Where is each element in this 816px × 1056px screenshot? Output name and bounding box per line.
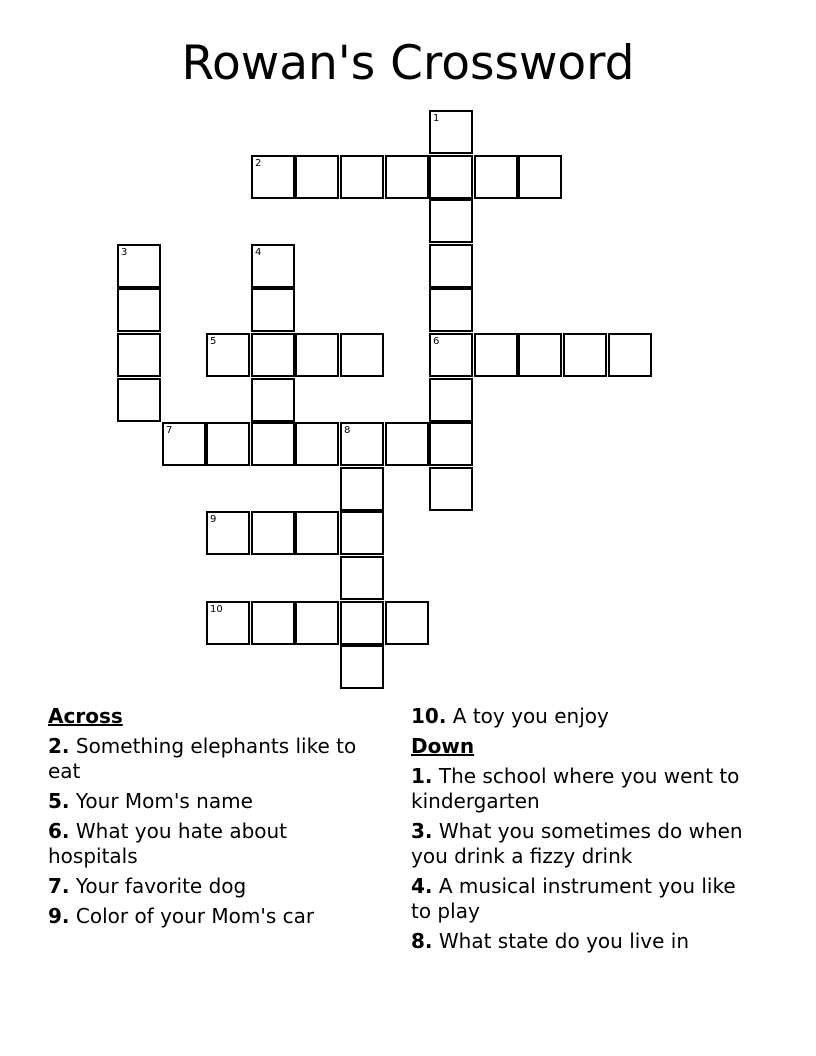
grid-cell[interactable] [429, 244, 473, 288]
grid-cell[interactable] [340, 601, 384, 645]
grid-cell[interactable] [340, 155, 384, 199]
grid-cell[interactable] [429, 199, 473, 243]
grid-cell[interactable] [162, 422, 206, 466]
clue-text: What you hate about hospitals [48, 819, 288, 868]
grid-cell[interactable] [474, 333, 518, 377]
grid-cell[interactable] [206, 422, 250, 466]
clue-number: 10. [411, 704, 447, 728]
across-clue [48, 819, 383, 869]
grid-cell[interactable] [518, 155, 562, 199]
grid-cell[interactable] [429, 467, 473, 511]
clue-number: 5. [48, 789, 70, 813]
grid-cell[interactable] [429, 422, 473, 466]
clue-text: Your favorite dog [75, 874, 247, 898]
grid-cell[interactable] [340, 422, 384, 466]
down-clue [411, 874, 751, 924]
grid-cell[interactable] [251, 155, 295, 199]
clues-column-left [48, 704, 383, 934]
cell-number: 10 [210, 604, 223, 615]
grid-cell[interactable] [608, 333, 652, 377]
clue-text: Color of your Mom's car [75, 904, 315, 928]
cell-number: 4 [255, 247, 262, 258]
grid-cell[interactable] [206, 333, 250, 377]
across-clue [48, 904, 383, 929]
grid-cell[interactable] [518, 333, 562, 377]
grid-cell[interactable] [206, 601, 250, 645]
grid-cell[interactable] [251, 511, 295, 555]
across-clue [48, 874, 383, 899]
cell-number: 2 [255, 158, 262, 169]
cell-number: 7 [166, 425, 173, 436]
across-clue [48, 734, 383, 784]
clue-number: 2. [48, 734, 70, 758]
grid-cell[interactable] [340, 645, 384, 689]
grid-cell[interactable] [429, 110, 473, 154]
grid-cell[interactable] [117, 378, 161, 422]
grid-cell[interactable] [429, 378, 473, 422]
grid-cell[interactable] [340, 467, 384, 511]
grid-cell[interactable] [251, 288, 295, 332]
clue-text: A toy you enjoy [452, 704, 609, 728]
grid-cell[interactable] [474, 155, 518, 199]
grid-cell[interactable] [295, 422, 339, 466]
down-heading: Down [411, 734, 475, 758]
clue-number: 6. [48, 819, 70, 843]
clue-number: 4. [411, 874, 433, 898]
across-heading: Across [48, 704, 123, 728]
grid-cell[interactable] [385, 422, 429, 466]
grid-cell[interactable] [295, 511, 339, 555]
grid-cell[interactable] [385, 155, 429, 199]
down-clue [411, 929, 751, 954]
clue-text: Something elephants like to eat [48, 734, 357, 783]
across-clue [411, 704, 751, 729]
grid-cell[interactable] [340, 511, 384, 555]
grid-cell[interactable] [429, 333, 473, 377]
clue-number: 3. [411, 819, 433, 843]
grid-cell[interactable] [340, 556, 384, 600]
grid-cell[interactable] [117, 333, 161, 377]
grid-cell[interactable] [251, 333, 295, 377]
across-clue [48, 789, 383, 814]
grid-cell[interactable] [251, 378, 295, 422]
grid-cell[interactable] [251, 244, 295, 288]
cell-number: 8 [344, 425, 351, 436]
cell-number: 9 [210, 514, 217, 525]
clue-text: What state do you live in [438, 929, 690, 953]
down-clue [411, 819, 751, 869]
cell-number: 6 [433, 336, 440, 347]
clue-text: The school where you went to kindergarten [411, 764, 740, 813]
clue-number: 7. [48, 874, 70, 898]
clue-number: 1. [411, 764, 433, 788]
grid-cell[interactable] [340, 333, 384, 377]
page-title: Rowan's Crossword [181, 36, 635, 91]
clue-text: Your Mom's name [75, 789, 253, 813]
grid-cell[interactable] [295, 601, 339, 645]
grid-cell[interactable] [429, 155, 473, 199]
clue-number: 9. [48, 904, 70, 928]
cell-number: 3 [121, 247, 128, 258]
grid-cell[interactable] [295, 333, 339, 377]
grid-cell[interactable] [117, 288, 161, 332]
cell-number: 5 [210, 336, 217, 347]
grid-cell[interactable] [563, 333, 607, 377]
down-clue [411, 764, 751, 814]
clue-number: 8. [411, 929, 433, 953]
grid-cell[interactable] [295, 155, 339, 199]
cell-number: 1 [433, 113, 440, 124]
grid-cell[interactable] [251, 601, 295, 645]
grid-cell[interactable] [385, 601, 429, 645]
grid-cell[interactable] [251, 422, 295, 466]
grid-cell[interactable] [117, 244, 161, 288]
clues-column-right [411, 704, 751, 959]
grid-cell[interactable] [429, 288, 473, 332]
clue-text: What you sometimes do when you drink a fizzy drink [411, 819, 743, 868]
clue-text: A musical instrument you like to play [411, 874, 736, 923]
grid-cell[interactable] [206, 511, 250, 555]
